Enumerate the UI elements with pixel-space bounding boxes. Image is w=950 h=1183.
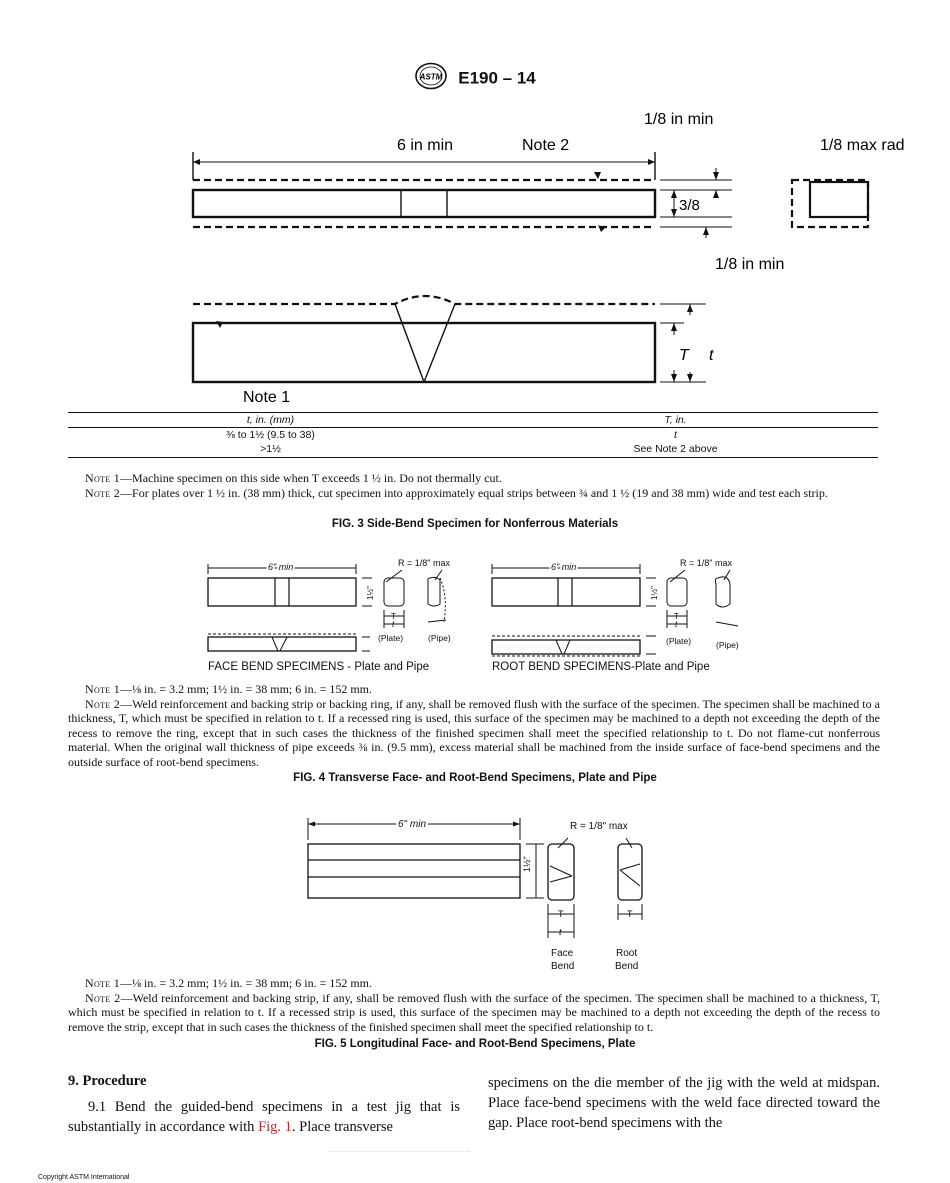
fig3-label-note1: Note 1 — [243, 389, 291, 406]
document-designation: E190 – 14 — [458, 68, 536, 88]
fig3-drawing — [0, 100, 950, 410]
fig4-face-length: 6" min — [268, 562, 294, 572]
fig4-root-T: T — [674, 612, 679, 621]
fig3-label-t: t — [709, 347, 714, 364]
fig3-table-header-t: t, in. (mm) — [246, 414, 295, 426]
fig3-label-note2: Note 2 — [522, 137, 570, 154]
fig5-face-T: T — [558, 909, 564, 919]
footer-copyright: Copyright ASTM International — [38, 1174, 130, 1181]
page-header — [0, 62, 950, 95]
fig3-table — [68, 412, 878, 458]
fig3-label-top-min: 1/8 in min — [644, 111, 714, 128]
fig3-label-bottom-min: 1/8 in min — [715, 256, 785, 273]
table-cell: >1½ — [260, 443, 281, 455]
table-cell: See Note 2 above — [633, 443, 718, 455]
fig4-face-radius: R = 1/8" max — [398, 558, 450, 568]
fig3-note-2: Note 2—For plates over 1 ½ in. (38 mm) thick, cut specimen into approximately equal strips between ¾ and 1 ½ (19 and 38 mm) wide and test each strip. — [85, 485, 828, 500]
fig4-root-pipe: (Pipe) — [716, 640, 739, 650]
fig4-note-2: Note 2—Weld reinforcement and backing strip or backing ring, if any, shall be removed flush with the surface of the specimen. The specimen shall be machined to a thickness, T, which must be specified in relation to t. If a recessed ring is used, this surface of the specimen may be machined to a depth not exceeding the depth of the recess to remove the ring, except that in such cases the thickness of the finished specimen shall meet the specified relationship to t. Do not flame-cut nonferrous material. When the original wall thickness of pipe exceeds ⅜ in. (9.5 mm), excess material shall be machined from the inside surface of face-bend specimens and the outside surface of root-bend specimens. — [68, 696, 880, 769]
fig3-table-wrap — [68, 412, 878, 458]
fig4-root-length: 6" min — [551, 562, 577, 572]
fig5-notes — [68, 976, 880, 1034]
fig4-note-1: Note 1—⅛ in. = 3.2 mm; 1½ in. = 38 mm; 6 in. = 152 mm. — [85, 682, 373, 696]
table-cell: ⅜ to 1½ (9.5 to 38) — [226, 429, 315, 441]
fig4-face-width: 1½" — [366, 586, 375, 600]
fig4-face-pipe: (Pipe) — [428, 633, 451, 643]
section-para-left: 9.1 Bend the guided-bend specimens in a test jig that is substantially in accordance with Fig. 1. Place transverse — [68, 1099, 460, 1135]
fig4-caption: FIG. 4 Transverse Face- and Root-Bend Specimens, Plate and Pipe — [293, 772, 657, 784]
fig4-face-t: t — [392, 620, 395, 629]
fig3-note-1: Note 1—Machine specimen on this side when T exceeds 1 ½ in. Do not thermally cut. — [85, 471, 502, 485]
fig4-notes — [68, 682, 880, 769]
fig4-face-title: FACE BEND SPECIMENS - Plate and Pipe — [208, 661, 430, 673]
fig4-drawing — [190, 556, 760, 676]
fig3-label-T: T — [679, 347, 689, 364]
fig4-face-plate: (Plate) — [378, 633, 404, 643]
fig5-note-1: Note 1—⅛ in. = 3.2 mm; 1½ in. = 38 mm; 6 in. = 152 mm. — [85, 976, 373, 990]
section-para-right: specimens on the die member of the jig with the weld at midspan. Place face-bend specimens with the weld face directed toward the gap. Place root-bend specimens with the — [488, 1075, 880, 1131]
fig5-face-t: t — [559, 927, 562, 937]
fig4-root-width: 1½" — [650, 586, 659, 600]
table-cell: t — [674, 429, 677, 441]
table-row — [68, 442, 878, 458]
astm-logo-text: ASTM — [419, 72, 443, 82]
fig3-caption: FIG. 3 Side-Bend Specimen for Nonferrous Materials — [331, 518, 619, 530]
fig1-link[interactable]: Fig. 1 — [258, 1119, 292, 1135]
fig5-face-bend: Bend — [551, 961, 575, 972]
fig5-length: 6" min — [398, 819, 427, 830]
fig5-caption: FIG. 5 Longitudinal Face- and Root-Bend Specimens, Plate — [314, 1038, 636, 1050]
fig4-root-radius: R = 1/8" max — [680, 558, 732, 568]
fig4-root-title: ROOT BEND SPECIMENS-Plate and Pipe — [492, 661, 710, 673]
fig5-width: 1½" — [522, 856, 532, 872]
footer-watermark-line — [330, 1151, 470, 1152]
fig3-label-dim-38: 3/8 — [679, 197, 700, 214]
fig3-label-max-rad: 1/8 max rad — [820, 137, 905, 154]
table-row — [68, 428, 878, 443]
section-heading: 9. Procedure — [68, 1073, 147, 1089]
fig5-root-label: Root — [616, 948, 638, 959]
fig5-root-bend: Bend — [615, 961, 639, 972]
fig3-table-header-T: T, in. — [664, 414, 687, 426]
fig4-face-T: T — [391, 612, 396, 621]
fig5-drawing — [300, 812, 660, 977]
fig5-face-label: Face — [551, 948, 574, 959]
fig5-root-T: T — [627, 909, 633, 919]
fig5-note-2: Note 2—Weld reinforcement and backing strip, if any, shall be removed flush with the surface of the specimen. The specimen shall be machined to a thickness, T, which must be specified in relation to t. If a recessed strip is used, this surface of the specimen may be machined to a depth not exceeding the depth of the recess to remove the strip, except that in such cases the thickness of the finished specimen shall meet the specified relationship to t. — [68, 990, 881, 1034]
fig3-notes — [68, 471, 880, 500]
astm-logo — [414, 62, 448, 95]
fig4-root-plate: (Plate) — [666, 636, 692, 646]
fig5-radius: R = 1/8" max — [570, 821, 628, 832]
fig4-root-t: t — [675, 620, 678, 629]
fig3-label-length: 6 in min — [397, 137, 454, 154]
